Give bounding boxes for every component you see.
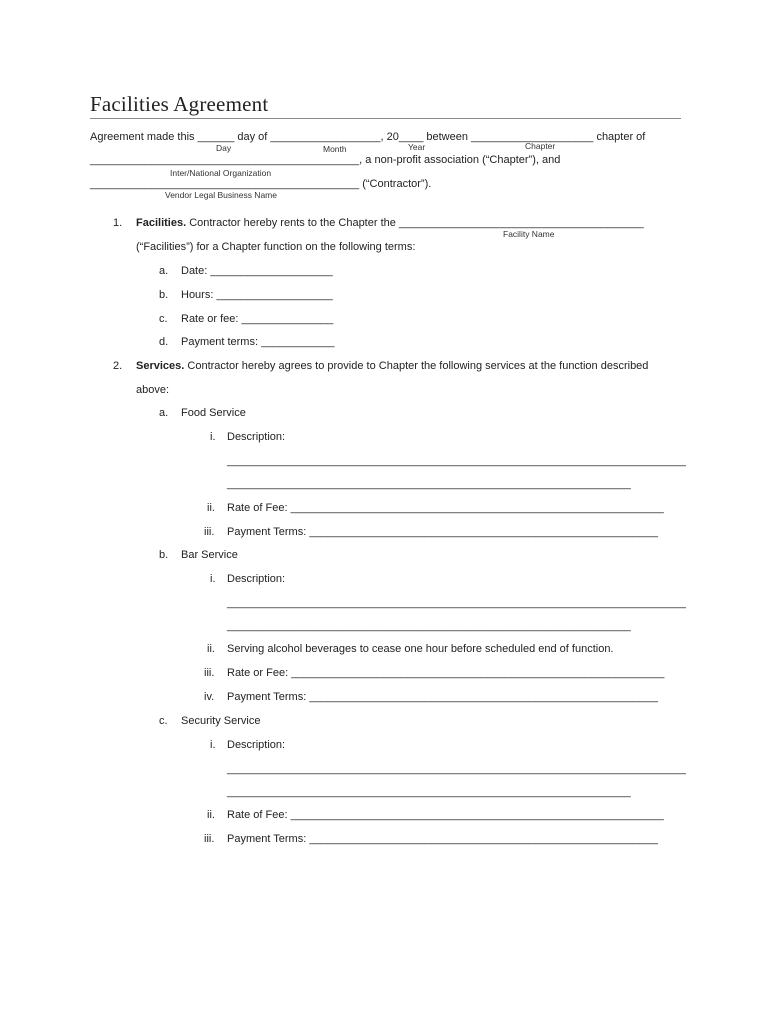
bar-desc-marker: i. [210, 573, 216, 585]
facility-item-marker: b. [159, 289, 169, 301]
food-description-blank-1: ___________________________________________________________________________ [227, 455, 686, 467]
security-description-label: Description: [227, 739, 286, 751]
security-rate-marker: ii. [207, 809, 215, 821]
bar-alcohol-cutoff: Serving alcohol beverages to cease one hour before scheduled end of function. [227, 643, 614, 655]
food-desc-marker: i. [210, 431, 216, 443]
bar-payment-terms: Payment Terms: _________________________________________________________ [227, 691, 659, 703]
security-description-blank-1: ___________________________________________________________________________ [227, 763, 686, 775]
intro-line-3: ____________________________________________ (“Contractor”). [90, 178, 432, 190]
security-service-label: Security Service [181, 715, 261, 727]
food-rate-marker: ii. [207, 502, 215, 514]
food-description-blank-2: __________________________________________________________________ [227, 478, 631, 490]
section-2-line-1 [136, 359, 648, 373]
bar-service-label: Bar Service [181, 549, 238, 561]
section-1-text: Contractor hereby rents to the Chapter the ________________________________________ [186, 217, 644, 229]
document-title: Facilities Agreement [90, 92, 269, 116]
security-pay-marker: iii. [204, 833, 215, 845]
facility-item-hours: Hours: ___________________ [181, 289, 333, 301]
section-2-line-2: above: [136, 384, 170, 396]
bar-pay-marker: iv. [204, 691, 215, 703]
facility-item-marker: a. [159, 265, 169, 277]
facility-item-marker: d. [159, 336, 169, 348]
facility-item-rate: Rate or fee: _______________ [181, 313, 334, 325]
bar-rate-or-fee: Rate or Fee: _____________________________________________________________ [227, 667, 665, 679]
section-2-heading: Services. [136, 360, 185, 372]
security-description-blank-2: __________________________________________________________________ [227, 786, 631, 798]
caption-vendor: Vendor Legal Business Name [165, 190, 277, 200]
food-payment-terms: Payment Terms: _________________________________________________________ [227, 526, 659, 538]
food-rate-of-fee: Rate of Fee: _____________________________________________________________ [227, 502, 664, 514]
section-1-line-1 [136, 216, 644, 230]
caption-chapter: Chapter [525, 141, 556, 151]
bar-description-label: Description: [227, 573, 286, 585]
bar-description-blank-1: ___________________________________________________________________________ [227, 597, 686, 609]
section-2-number: 2. [113, 360, 123, 372]
caption-year: Year [408, 142, 426, 152]
food-service-label: Food Service [181, 407, 246, 419]
security-rate-of-fee: Rate of Fee: _____________________________________________________________ [227, 809, 664, 821]
bar-description-blank-2: __________________________________________________________________ [227, 620, 631, 632]
food-description-label: Description: [227, 431, 286, 443]
facility-item-marker: c. [159, 313, 168, 325]
caption-day: Day [216, 143, 232, 153]
caption-month: Month [323, 144, 347, 154]
security-service-marker: c. [159, 715, 168, 727]
section-1-heading: Facilities. [136, 217, 187, 229]
intro-line-1: Agreement made this ______ day of __________________, 20____ between ____________________ chapter of [90, 131, 646, 143]
section-2-text: Contractor hereby agrees to provide to Chapter the following services at the function described [184, 360, 649, 372]
facility-item-payment: Payment terms: ____________ [181, 336, 335, 348]
title-divider [90, 118, 681, 119]
caption-organization: Inter/National Organization [170, 168, 272, 178]
section-1-number: 1. [113, 217, 123, 229]
bar-rate-marker: iii. [204, 667, 215, 679]
section-1-line-2: (“Facilities”) for a Chapter function on the following terms: [136, 241, 416, 253]
facility-item-date: Date: ____________________ [181, 265, 333, 277]
bar-service-marker: b. [159, 549, 169, 561]
intro-line-2: ____________________________________________, a non-profit association (“Chapter”), and [90, 154, 561, 166]
security-desc-marker: i. [210, 739, 216, 751]
food-pay-marker: iii. [204, 526, 215, 538]
caption-facility-name: Facility Name [503, 229, 555, 239]
bar-alcohol-marker: ii. [207, 643, 215, 655]
security-payment-terms: Payment Terms: _________________________________________________________ [227, 833, 659, 845]
food-service-marker: a. [159, 407, 169, 419]
